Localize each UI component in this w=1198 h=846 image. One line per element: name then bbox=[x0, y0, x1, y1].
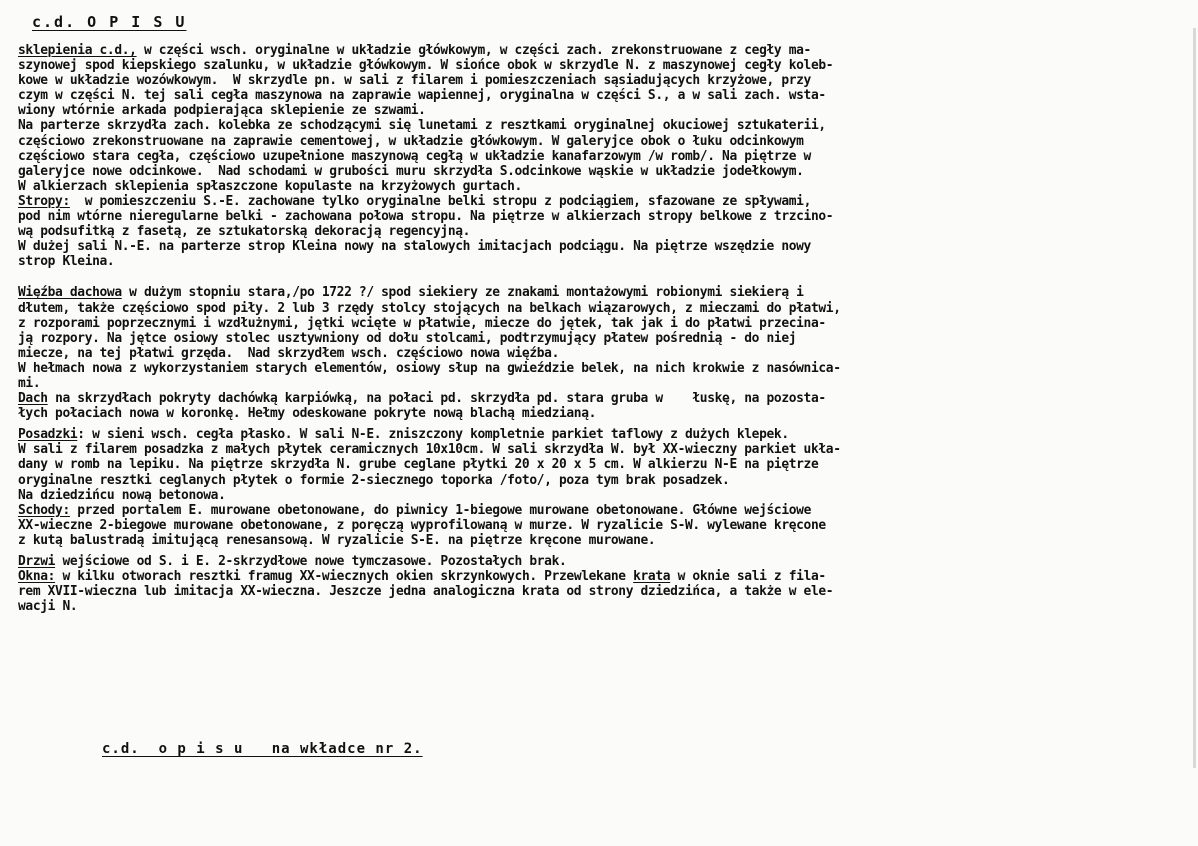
text-line: strop Kleina. bbox=[18, 254, 115, 270]
text-line: XX-wieczne 2-biegowe murowane obetonowane, z poręczą wyprofilowaną w murze. W ryzalicie S-W. wylewane kręcone bbox=[18, 517, 826, 533]
text-line: Na parterze skrzydła zach. kolebka ze schodzącymi się lunetami z resztkami oryginalnej okuciowej sztukaterii, bbox=[18, 118, 826, 134]
text-line: W sali z filarem posadzka z małych płytek ceramicznych 10x10cm. W sali skrzydła W. był XX-wieczny parkiet ukła- bbox=[18, 442, 841, 458]
text-line: W dużej sali N.-E. na parterze strop Kleina nowy na stalowych imitacjach podciągu. Na piętrze wszędzie nowy bbox=[18, 239, 811, 255]
section-label-okna: Okna: bbox=[18, 569, 56, 585]
stropy-first-line: Stropy: w pomieszczeniu S.-E. zachowane tylko oryginalne belki stropu z podciągiem, sfazowane ze spływami, bbox=[18, 193, 811, 209]
section-label-drzwi: Drzwi bbox=[18, 554, 56, 569]
drzwi-first-line: Drzwi wejściowe od S. i E. 2-skrzydłowe nowe tymczasowe. Pozostałych brak. bbox=[18, 554, 567, 569]
posadzki-first-line: Posadzki: w sieni wsch. cegła płasko. W sali N-E. zniszczony kompletnie parkiet taflowy z dużych klepek. bbox=[18, 427, 789, 443]
section-label-wiezba: Więźba dachowa bbox=[18, 285, 122, 301]
text-line: częściowo stara cegła, częściowo uzupełnione maszynową cegłą w układzie kanafarzowym /w romb/. Na piętrze w bbox=[18, 148, 811, 164]
page-edge-shadow bbox=[1193, 28, 1196, 768]
section-label-sklepienia: sklepienia c.d., bbox=[18, 43, 137, 58]
text-line: pod nim wtórne nieregularne belki - zachowana połowa stropu. Na piętrze w alkierzach stropy belkowe z trzcino- bbox=[18, 209, 834, 225]
section-label-stropy: Stropy: bbox=[18, 193, 70, 209]
sklepienia-first-line: sklepienia c.d., w części wsch. oryginalne w układzie główkowym, w części zach. zrekonstruowane z cegły ma- bbox=[18, 43, 811, 58]
text-line: dłutem, także częściowo spod piły. 2 lub 3 rzędy stolcy stojących na belkach wiązarowych, z mieczami do płatwi, bbox=[18, 300, 841, 316]
text-line: ją rozpory. Na jętce osiowy stolec usztywniony od dołu stolcami, podtrzymujący płatew pośrednią - do niej bbox=[18, 330, 797, 346]
continuation-note-text: c.d. o p i s u na wkładce nr 2. bbox=[102, 741, 423, 757]
text-line: oryginalne resztki ceglanych płytek o formie 2-siecznego toporka /foto/, poza tym brak posadzek. bbox=[18, 472, 730, 488]
page-heading: c.d. O P I S U bbox=[32, 13, 187, 31]
text-line: łych połaciach nowa w koronkę. Hełmy odeskowane pokryte nową blachą miedzianą. bbox=[18, 406, 597, 422]
text-line: miecze, na tej płatwi grzęda. Nad skrzydłem wsch. częściowo nowa więźba. bbox=[18, 345, 559, 361]
text-line: kowe w układzie wozówkowym. W skrzydle pn. w sali z filarem i pomieszczeniach sąsiadujących krzyżowe, przy bbox=[18, 73, 811, 89]
text-line: szynowej spod kiepskiego szalunku, w układzie główkowym. W siońce obok w skrzydle N. z maszynowej cegły koleb- bbox=[18, 58, 834, 74]
description-body bbox=[18, 43, 1178, 614]
paragraph-gap bbox=[18, 269, 1178, 285]
text-line: galeryjce nowe odcinkowe. Nad schodami w grubości muru skrzydła S.odcinkowe wąskie w układzie jodełkowym. bbox=[18, 163, 804, 179]
text-line: z kutą balustradą imitującą renesansową. W ryzalicie S-E. na piętrze kręcone murowane. bbox=[18, 532, 656, 548]
schody-first-line: Schody: przed portalem E. murowane obetonowane, do piwnicy 1-biegowe murowane obetonowane. Główne wejściowe bbox=[18, 502, 811, 518]
text-line: z rozporami poprzecznymi i wzdłużnymi, jętki wcięte w płatwie, miecze do jętek, tak jak i do płatwi przecina- bbox=[18, 315, 826, 331]
text-line: wacji N. bbox=[18, 599, 78, 615]
wiezba-first-line: Więźba dachowa w dużym stopniu stara,/po 1722 ?/ spod siekiery ze znakami montażowymi robionymi siekierą i bbox=[18, 285, 804, 301]
section-label-posadzki: Posadzki bbox=[18, 427, 78, 443]
continuation-note bbox=[102, 741, 423, 757]
text-line: wiony wtórnie arkada podpierająca sklepienie ze szwami. bbox=[18, 103, 426, 119]
section-label-schody: Schody: bbox=[18, 502, 70, 518]
text-line: mi. bbox=[18, 375, 41, 391]
section-label-dach: Dach bbox=[18, 391, 48, 407]
underlined-word-krata: krata bbox=[633, 569, 671, 585]
text-line: czym w części N. tej sali cegła maszynowa na zaprawie wapiennej, oryginalna w części S., a w sali zach. wsta- bbox=[18, 88, 826, 104]
text-line: W alkierzach sklepienia spłaszczone kopulaste na krzyżowych gurtach. bbox=[18, 178, 522, 194]
okna-first-line: Okna: w kilku otworach resztki framug XX-wiecznych okien skrzynkowych. Przewlekane krata w oknie sali z fila- bbox=[18, 569, 826, 585]
text-line: dany w romb na lepiku. Na piętrze skrzydła N. grube ceglane płytki 20 x 20 x 5 cm. W alkierzu N-E na piętrze bbox=[18, 457, 819, 473]
text-line: częściowo zrekonstruowane na zaprawie cementowej, w układzie główkowym. W galeryjce obok o łuku odcinkowym bbox=[18, 133, 804, 149]
text-line: wą podsufitką z fasetą, ze sztukatorską dekoracją regencyjną. bbox=[18, 224, 471, 240]
text-line: rem XVII-wieczna lub imitacja XX-wieczna. Jeszcze jedna analogiczna krata od strony dziedzińca, a także w ele- bbox=[18, 584, 834, 600]
text-line: W hełmach nowa z wykorzystaniem starych elementów, osiowy słup na gwieździe belek, na nich krokwie z nasównica- bbox=[18, 360, 841, 376]
text-line: Na dziedzińcu nową betonowa. bbox=[18, 487, 226, 503]
dach-first-line: Dach na skrzydłach pokryty dachówką karpiówką, na połaci pd. skrzydła pd. stara gruba w łuskę, na pozosta- bbox=[18, 391, 826, 407]
